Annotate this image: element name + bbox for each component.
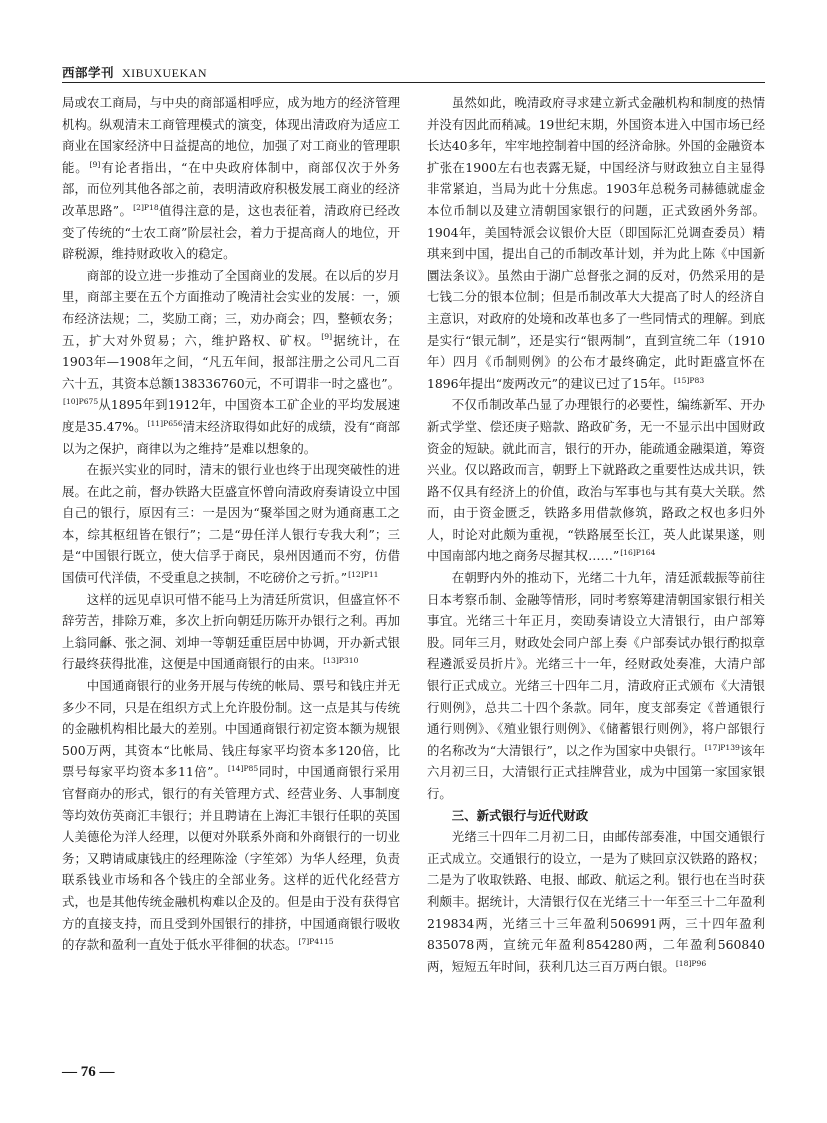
citation-marker: [17]P139 [704, 742, 740, 752]
paragraph-text: 不仅币制改革凸显了办理银行的必要性，编练新军、开办新式学堂、偿还庚子赔款、路政矿务，无一不显示出中国财政资金的短缺。就此而言，银行的开办，能疏通金融渠道，筹资兴业。仅以路政而言，朝野上下就路政之重要性达成共识，铁路不仅具有经济上的价值，政治与军事也与其有莫大关联。然而，由于资金匮乏，铁路多用借款修筑，路政之权也多归外人，时论对此颇为重视，“铁路展至长江，英人此谋果遂，则中国南部内地之商务尽握其权……” [427, 397, 765, 564]
paragraph-text: 光绪三十四年二月初二日，由邮传部奏准，中国交通银行正式成立。交通银行的设立，一是为了赎回京汉铁路的路权；二是为了收取铁路、电报、邮政、航运之利。银行也在当时获利颇丰。据统计，大清银行仅在光绪三十一年至三十二年盈利219834两，光绪三十三年盈利506991两，三十四年盈利835078两，宣统元年盈利854280两，二年盈利560840两，短短五年时间，获利几达三百万两白银。 [427, 829, 765, 974]
paragraph-text: 虽然如此，晚清政府寻求建立新式金融机构和制度的热情并没有因此而稍减。19世纪末期，外国资本进入中国市场已经长达40多年，牢牢地控制着中国的经济命脉。外国的金融资本扩张在1900左右也表露无疑，中国经济与财政独立自主显得非常紧迫，当局为此十分焦虑。1903年总税务司赫德就虚金本位币制以及建立清朝国家银行的问题，正式致函外务部。1904年，美国特派会议银价大臣（即国际汇兑调查委员）精琪来到中国，提出自己的币制改革计划，并为此上陈《中国新圜法条议》。虽然由于湖广总督张之洞的反对，仍然采用的是七钱二分的银本位制；但是币制改革大大提高了时人的经济自主意识，对政府的处境和改革也多了一些同情式的理解。到底是实行“银元制”，还是实行“银两制”，直到宣统二年（1910年）四月《币制则例》的公布才最终确定，此时距盛宣怀在1896年提出“废两改元”的建议已过了15年。 [427, 95, 765, 391]
paragraph-text: 有论者指出，“在中央政府体制中，商部仅次于外务部，而位列其他各部之前，表明清政府积极发展工商业的经济改革思路”。 [62, 159, 401, 218]
citation-marker: [15]P83 [673, 375, 705, 385]
paragraph-text: 在朝野内外的推动下，光绪二十九年，清廷派载振等前往日本考察币制、金融等情形，同时考察筹建清朝国家银行相关事宜。光绪三十年正月，奕劻奏请设立大清银行，由户部筹股。同年三月，财政处会同户部上奏《户部奏试办银行酌拟章程遴派妥员折片》。光绪三十一年，经财政处奏准，大清户部银行正式成立。光绪三十四年二月，清政府正式颁布《大清银行则例》，总共二十四个条款。同年，度支部奏定《普通银行通行则例》、《殖业银行则例》、《储蓄银行则例》，将户部银行的名称改为“大清银行”，以之作为国家中央银行。 [427, 570, 765, 758]
citation-marker: [10]P675 [63, 397, 99, 407]
citation-marker: [16]P164 [620, 548, 656, 558]
journal-name: 西部学刊 [62, 65, 115, 80]
body-paragraph [62, 589, 400, 675]
body-paragraph [62, 675, 400, 956]
paragraph-text: 同时，中国通商银行采用官督商办的形式，银行的有关管理方式、经营业务、人事制度等均效仿英商汇丰银行；并且聘请在上海汇丰银行任职的英国人美德伦为洋人经理，以便对外联系外商和外商银行的一切业务；又聘请咸康钱庄的经理陈淦（字笙郊）为华人经理，负责联系钱业市场和各个钱庄的全部业务。这样的近代化经营方式，也是其他传统金融机构难以企及的。但是由于没有获得官方的直接支持，而且受到外国银行的排挤，中国通商银行吸收的存款和盈利一直处于低水平徘徊的状态。 [62, 764, 400, 953]
paragraph-text: 在振兴实业的同时，清末的银行业也终于出现突破性的进展。在此之前，督办铁路大臣盛宣怀曾向清政府奏请设立中国自己的银行，原因有三：一是因为“聚举国之财为通商惠工之本，综其枢纽皆在银行”；二是“毋任洋人银行专我大利”；三是“中国银行既立，使大信孚于商民，泉州因通而不穷，仿借国债可代洋债，不受重息之挟制，不吃磅价之亏折。” [62, 462, 400, 586]
citation-marker: [14]P85 [227, 764, 259, 774]
body-paragraph [62, 92, 400, 265]
body-paragraph [427, 394, 765, 567]
citation-marker: [9] [89, 159, 101, 169]
paragraph-text: 清末经济取得如此好的成绩，没有“商部以为之保护，商律以为之维持”是难以想象的。 [62, 418, 400, 456]
right-column [427, 92, 765, 977]
paragraph-text: 值得注意的是，这也表征着，清政府已经改变了传统的“士农工商”阶层社会，着力于提高商人的地位，开辟税源，维持财政收入的稳定。 [62, 202, 400, 262]
citation-marker: [7]P4115 [298, 937, 334, 947]
paragraph-text: 局或农工商局，与中央的商部遥相呼应，成为地方的经济管理机构。纵观清末工商管理模式的演变，体现出清政府为适应工商业在国家经济中日益提高的地位，加强了对工商业的管理职能。 [62, 95, 400, 175]
running-header [62, 62, 765, 83]
citation-marker: [2]P18 [133, 202, 159, 212]
paragraph-text: 这样的远见卓识可惜不能马上为清廷所赏识，但盛宣怀不辞劳苦，排除万难，多次上折向朝廷历陈开办银行之利。再加上翁同龢、张之洞、刘坤一等朝廷重臣居中协调，开办新式银行最终获得批准，这便是中国通商银行的由来。 [62, 591, 400, 672]
paragraph-text: 从1895年到1912年，中国资本工矿企业的平均发展速度是35.47%。 [62, 397, 400, 434]
journal-pinyin: XIBUXUEKAN [122, 66, 208, 80]
citation-marker: [18]P96 [675, 958, 707, 968]
citation-marker: [13]P310 [323, 656, 359, 666]
paragraph-text: 中国通商银行的业务开展与传统的帐局、票号和钱庄并无多少不同，只是在组织方式上允许股份制。这一点是其与传统的金融机构相比最大的差别。中国通商银行初定资本额为规银500万两，其资本“比帐局、钱庄每家平均资本多120倍，比票号每家平均资本多11倍”。 [62, 678, 400, 780]
page-number: — 76 — [62, 1064, 115, 1080]
body-paragraph [427, 92, 765, 394]
citation-marker: [11]P656 [147, 418, 183, 428]
citation-marker: [9] [321, 332, 333, 342]
paragraph-text: 该年六月初三日，大清银行正式挂牌营业，成为中国第一家国家银行。 [427, 742, 766, 801]
left-column [62, 92, 400, 956]
paragraph-text: 据统计，在1903年—1908年之间，“凡五年间，报部注册之公司凡二百六十五，其资本总额138336760元，不可谓非一时之盛也”。 [62, 332, 401, 391]
citation-marker: [12]P11 [348, 569, 379, 579]
body-paragraph [62, 265, 400, 459]
body-paragraph [62, 459, 400, 589]
paragraph-text: 商部的设立进一步推动了全国商业的发展。在以后的岁月里，商部主要在五个方面推动了晚清社会实业的发展：一，颁布经济法规；二，奖励工商；三，劝办商会；四，整顿农务；五，扩大对外贸易；六，维护路权、矿权。 [62, 267, 400, 348]
section-heading: 三、新式银行与近代财政 [451, 807, 589, 823]
body-paragraph [427, 567, 765, 805]
body-paragraph [427, 826, 765, 977]
